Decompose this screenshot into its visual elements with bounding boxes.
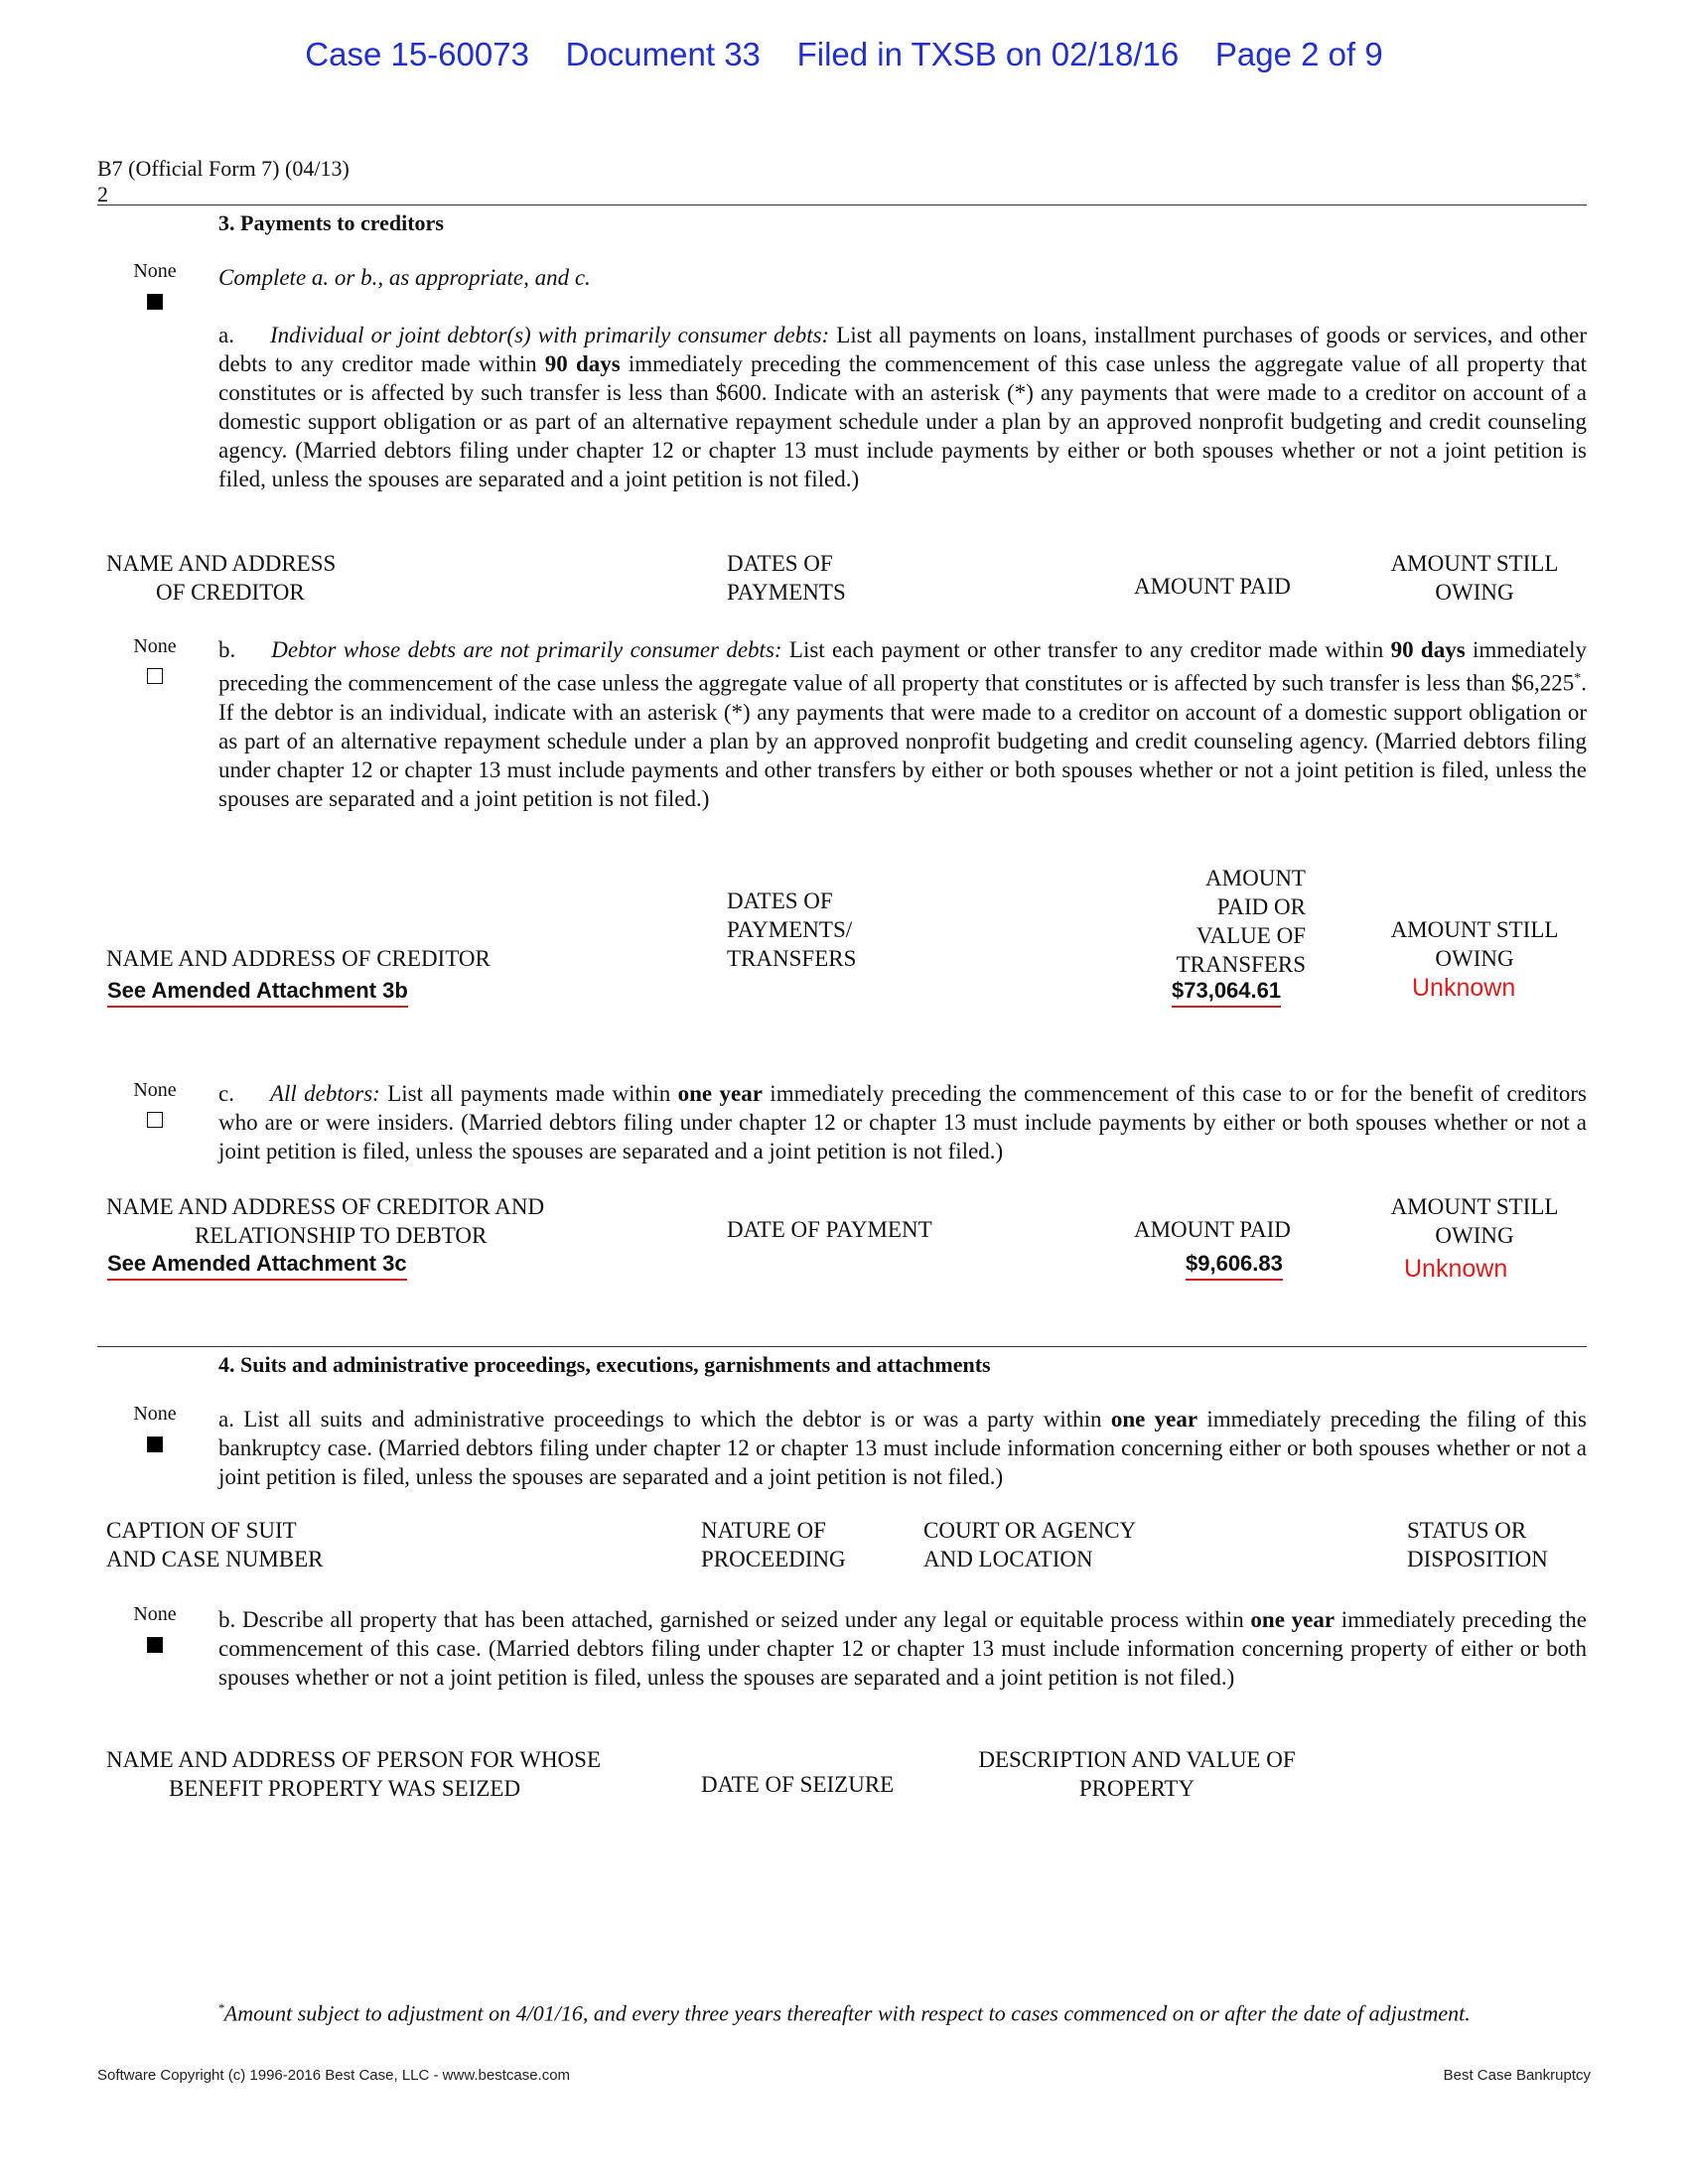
col-3b-dates-l3: TRANSFERS [727, 946, 857, 971]
col-4b-desc-l2: PROPERTY [1078, 1776, 1196, 1801]
col-3c-still-l1: AMOUNT STILL [1390, 1194, 1559, 1219]
bold-4a: one year [1110, 1407, 1198, 1432]
col-3a-dates-l1: DATES OF [727, 551, 833, 576]
col-3a-amount-paid: AMOUNT PAID [1134, 574, 1291, 599]
col-3b-still-l2: OWING [1435, 946, 1514, 971]
none-label-4a: None [133, 1403, 177, 1425]
col-4a-status-l2: DISPOSITION [1407, 1547, 1548, 1571]
section-4a-text [218, 1405, 1587, 1491]
col-3c-date: DATE OF PAYMENT [727, 1217, 932, 1242]
form-page-number: 2 [97, 182, 108, 206]
bold-3b: 90 days [1390, 637, 1466, 662]
col-4b-date: DATE OF SEIZURE [701, 1772, 895, 1797]
footnote-mark: * [217, 2000, 224, 2015]
col-3b-amt-l1: AMOUNT [1205, 866, 1306, 890]
amount-3c: $9,606.83 [1186, 1251, 1283, 1281]
text-3b-1: List each payment or other transfer to any creditor made within [781, 637, 1391, 662]
col-4b-name-l1: NAME AND ADDRESS OF PERSON FOR WHOSE [106, 1747, 602, 1772]
heading-3a: Individual or joint debtor(s) with primarily consumer debts: [269, 323, 830, 347]
page-indicator: Page 2 of 9 [1214, 36, 1383, 72]
bold-4b: one year [1250, 1607, 1336, 1632]
item-label-3b: b. [218, 637, 236, 662]
bold-3c: one year [677, 1081, 763, 1106]
col-3b-amt-l4: TRANSFERS [1176, 952, 1306, 977]
none-label-3b: None [133, 635, 177, 657]
court-filing-header [0, 36, 1688, 73]
col-3c-still-l2: OWING [1435, 1223, 1514, 1248]
filed-info: Filed in TXSB on 02/18/16 [796, 36, 1180, 72]
col-4a-caption-l1: CAPTION OF SUIT [106, 1518, 297, 1543]
text-3c-1: List all payments made within [379, 1081, 678, 1106]
heading-3c: All debtors: [269, 1081, 380, 1106]
footer-brand: Best Case Bankruptcy [1443, 2067, 1591, 2084]
footer-copyright: Software Copyright (c) 1996-2016 Best Case, LLC - www.bestcase.com [97, 2067, 571, 2084]
col-4b-desc-l1: DESCRIPTION AND VALUE OF [978, 1747, 1296, 1772]
col-3b-name: NAME AND ADDRESS OF CREDITOR [106, 946, 491, 971]
section-3-instruction: Complete a. or b., as appropriate, and c. [218, 265, 591, 290]
col-3a-name-l2: OF CREDITOR [156, 580, 305, 605]
attachment-3c-link[interactable]: See Amended Attachment 3c [107, 1251, 407, 1281]
col-3b-dates-l1: DATES OF [727, 888, 833, 913]
col-3c-amount-paid: AMOUNT PAID [1134, 1217, 1291, 1242]
section-3b-text [218, 635, 1587, 813]
section-4-title: 4. Suits and administrative proceedings, executions, garnishments and attachments [218, 1352, 991, 1377]
item-label-3a: a. [218, 323, 234, 347]
section-3-title: 3. Payments to creditors [218, 210, 444, 235]
text-3c-2: immediately preceding the commencement of this case to or for the benefit of creditors who are or were insiders. (Married debtors filing under chapter 12 or chapter 13 must include payments by either or both spouses whether or not a joint petition is filed, unless the spouses are separated and a joint petition is not filed.) [218, 1081, 1587, 1163]
bold-3a: 90 days [544, 351, 621, 376]
form-id: B7 (Official Form 7) (04/13) [97, 156, 350, 181]
case-number: Case 15-60073 [305, 36, 529, 72]
none-checkbox-3c[interactable] [147, 1112, 163, 1128]
footnote [0, 2000, 1688, 2026]
col-3b-amt-l2: PAID OR [1216, 894, 1306, 919]
owing-3c: Unknown [1404, 1255, 1508, 1283]
col-4a-caption-l2: AND CASE NUMBER [106, 1547, 324, 1571]
col-3c-name-l1: NAME AND ADDRESS OF CREDITOR AND [106, 1194, 545, 1219]
col-4a-nature-l2: PROCEEDING [701, 1547, 846, 1571]
section-3a-text [218, 321, 1587, 493]
owing-3b: Unknown [1412, 974, 1516, 1002]
text-3b-3: . If the debtor is an individual, indicate with an asterisk (*) any payments that were made to a creditor on account of a domestic support obligation or as part of an alternative repayment schedule under a plan by an approved nonprofit budgeting and credit counseling agency. (Married debtors filing under chapter 12 or chapter 13 must include payments and other transfers by either or both spouses whether or not a joint petition is filed, unless the spouses are separated and a joint petition is not filed.) [218, 670, 1587, 811]
item-label-3c: c. [218, 1081, 234, 1106]
footnote-mark-3b: * [1574, 671, 1582, 686]
section-4-divider [97, 1346, 1587, 1347]
none-checkbox-4a[interactable] [147, 1436, 163, 1452]
none-label-4b: None [133, 1603, 177, 1625]
col-3a-dates-l2: PAYMENTS [727, 580, 846, 605]
none-checkbox-3-instr[interactable] [147, 294, 163, 310]
section-3c-text [218, 1079, 1587, 1165]
amount-3b: $73,064.61 [1172, 978, 1281, 1008]
col-3a-name-l1: NAME AND ADDRESS [106, 551, 337, 576]
col-3b-still-l1: AMOUNT STILL [1390, 917, 1559, 942]
text-3a-2: immediately preceding the commencement of this case unless the aggregate value of all property that constitutes or is affected by such transfer is less than $600. Indicate with an asterisk (*) any payments that were made to a creditor on account of a domestic support obligation or as part of an alternative repayment schedule under a plan by an approved nonprofit budgeting and credit counseling agency. (Married debtors filing under chapter 12 or chapter 13 must include payments by either or both spouses whether or not a joint petition is filed, unless the spouses are separated and a joint petition is not filed.) [218, 351, 1587, 491]
none-label-3-instr: None [133, 260, 177, 282]
text-4a-2: immediately preceding the filing of this bankruptcy case. (Married debtors filing under chapter 12 or chapter 13 must include information concerning either or both spouses whether or not a joint petition is filed, unless the spouses are separated and a joint petition is not filed.) [218, 1407, 1587, 1489]
footnote-text: Amount subject to adjustment on 4/01/16, and every three years thereafter with respect to cases commenced on or after the date of adjustment. [223, 2000, 1471, 2026]
document-number: Document 33 [565, 36, 761, 72]
col-4a-court-l1: COURT OR AGENCY [923, 1518, 1137, 1543]
text-4a-1: a. List all suits and administrative proceedings to which the debtor is or was a party within [218, 1407, 1111, 1432]
col-3b-dates-l2: PAYMENTS/ [727, 917, 853, 942]
section-4b-text [218, 1605, 1587, 1692]
col-4b-name-l2: BENEFIT PROPERTY WAS SEIZED [169, 1776, 521, 1801]
col-4a-status-l1: STATUS OR [1407, 1518, 1527, 1543]
text-4b-1: b. Describe all property that has been attached, garnished or seized under any legal or equitable process within [218, 1607, 1251, 1632]
col-3a-still-l1: AMOUNT STILL [1390, 551, 1559, 576]
attachment-3b-link[interactable]: See Amended Attachment 3b [107, 978, 408, 1008]
none-label-3c: None [133, 1079, 177, 1101]
text-3b-2: immediately preceding the commencement of the case unless the aggregate value of all property that constitutes or is affected by such transfer is less than $6,225 [218, 637, 1587, 696]
none-checkbox-3b[interactable] [147, 668, 163, 684]
text-3a-1: List all payments on loans, installment purchases of goods or services, and other debts to any creditor made within [218, 323, 1587, 376]
col-3b-amt-l3: VALUE OF [1196, 923, 1306, 948]
none-checkbox-4b[interactable] [147, 1637, 163, 1653]
text-4b-2: immediately preceding the commencement of this case. (Married debtors filing under chapter 12 or chapter 13 must include information concerning property of either or both spouses whether or not a joint petition is filed, unless the spouses are separated and a joint petition is not filed.) [218, 1607, 1587, 1690]
col-4a-court-l2: AND LOCATION [923, 1547, 1093, 1571]
heading-3b: Debtor whose debts are not primarily consumer debts: [271, 637, 782, 662]
col-3a-still-l2: OWING [1435, 580, 1514, 605]
col-4a-nature-l1: NATURE OF [701, 1518, 826, 1543]
col-3c-name-l2: RELATIONSHIP TO DEBTOR [195, 1223, 488, 1248]
